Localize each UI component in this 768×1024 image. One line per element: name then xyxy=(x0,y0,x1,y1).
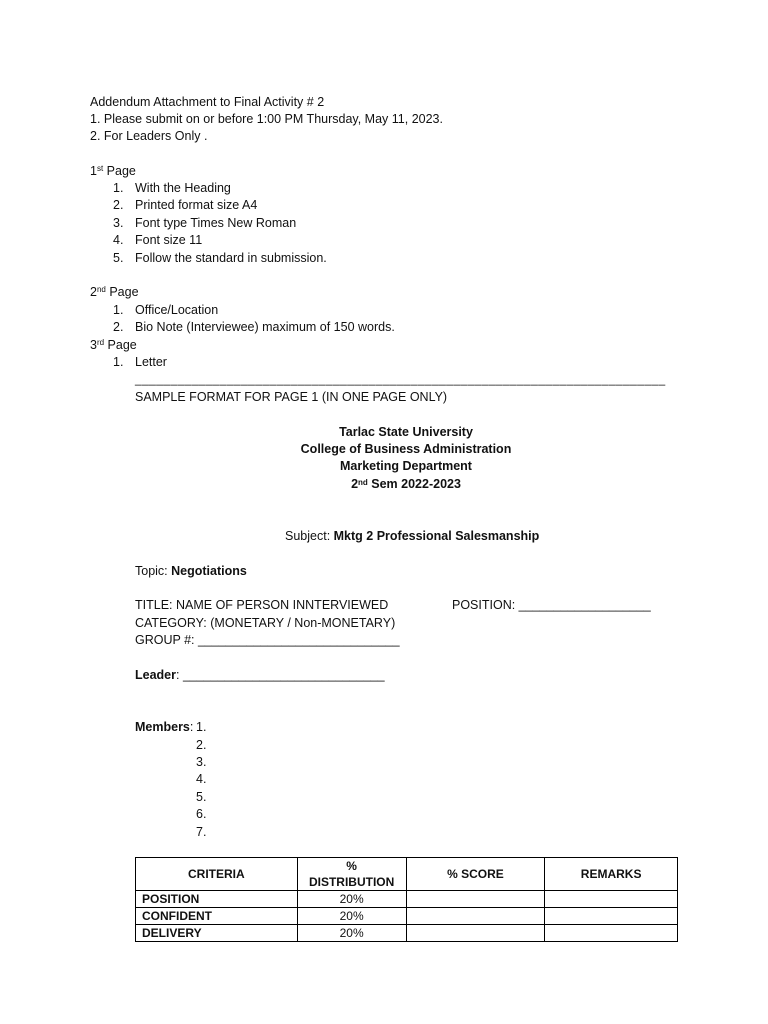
column-header: REMARKS xyxy=(545,858,678,891)
semester-label: 2nd Sem 2022-2023 xyxy=(351,477,461,491)
remarks-cell xyxy=(545,891,678,908)
category-field: CATEGORY: (MONETARY / Non-MONETARY) xyxy=(135,616,396,630)
list-item: Printed format size A4 xyxy=(135,198,258,212)
subject-line: Subject: Mktg 2 Professional Salesmanship xyxy=(285,529,540,543)
distribution-cell: 20% xyxy=(297,908,406,925)
member-number: 2. xyxy=(196,738,207,752)
page-3-heading: 3rd Page xyxy=(90,338,137,352)
list-item: Letter xyxy=(135,355,167,369)
college-name: College of Business Administration xyxy=(300,442,512,456)
page-1-heading: 1st Page xyxy=(90,164,136,178)
page-2-heading: 2nd Page xyxy=(90,285,139,299)
document-title: Addendum Attachment to Final Activity # 2 xyxy=(90,95,325,109)
table-row xyxy=(136,891,678,908)
column-header: CRITERIA xyxy=(136,858,298,891)
leaders-only-note: 2. For Leaders Only . xyxy=(90,129,208,143)
member-number: 6. xyxy=(196,807,207,821)
distribution-cell: 20% xyxy=(297,925,406,942)
divider-line: ___________________________________________________________________________ xyxy=(135,372,666,386)
member-number: 3. xyxy=(196,755,207,769)
list-item: Font type Times New Roman xyxy=(135,216,297,230)
title-field: TITLE: NAME OF PERSON INNTERVIEWED xyxy=(135,598,389,612)
member-number: 5. xyxy=(196,790,207,804)
criteria-cell: CONFIDENT xyxy=(136,908,298,925)
distribution-cell: 20% xyxy=(297,891,406,908)
group-field: GROUP #: _____________________________ xyxy=(135,633,400,647)
position-field: POSITION: ___________________ xyxy=(452,598,651,612)
table-row xyxy=(136,925,678,942)
remarks-cell xyxy=(545,925,678,942)
criteria-cell: POSITION xyxy=(136,891,298,908)
column-header: % DISTRIBUTION xyxy=(297,858,406,891)
member-number: 4. xyxy=(196,772,207,786)
list-item: Office/Location xyxy=(135,303,219,317)
score-cell xyxy=(406,891,545,908)
member-number: 7. xyxy=(196,825,207,839)
list-item: With the Heading xyxy=(135,181,231,195)
remarks-cell xyxy=(545,908,678,925)
department-name: Marketing Department xyxy=(340,459,472,473)
table-row xyxy=(136,908,678,925)
score-cell xyxy=(406,908,545,925)
criteria-cell: DELIVERY xyxy=(136,925,298,942)
list-item: Follow the standard in submission. xyxy=(135,251,327,265)
submission-deadline-note: 1. Please submit on or before 1:00 PM Thursday, May 11, 2023. xyxy=(90,112,443,126)
list-item: Font size 11 xyxy=(135,233,203,247)
list-item: Bio Note (Interviewee) maximum of 150 words. xyxy=(135,320,395,334)
criteria-table xyxy=(135,857,678,942)
topic-line: Topic: Negotiations xyxy=(135,564,247,578)
leader-field: Leader: _____________________________ xyxy=(135,668,385,682)
sample-format-label: SAMPLE FORMAT FOR PAGE 1 (IN ONE PAGE ONLY) xyxy=(135,390,448,404)
member-number: 1. xyxy=(196,720,207,734)
column-header: % SCORE xyxy=(406,858,545,891)
university-name: Tarlac State University xyxy=(339,425,473,439)
score-cell xyxy=(406,925,545,942)
members-label: Members: xyxy=(135,720,194,734)
table-header-row xyxy=(136,858,678,891)
